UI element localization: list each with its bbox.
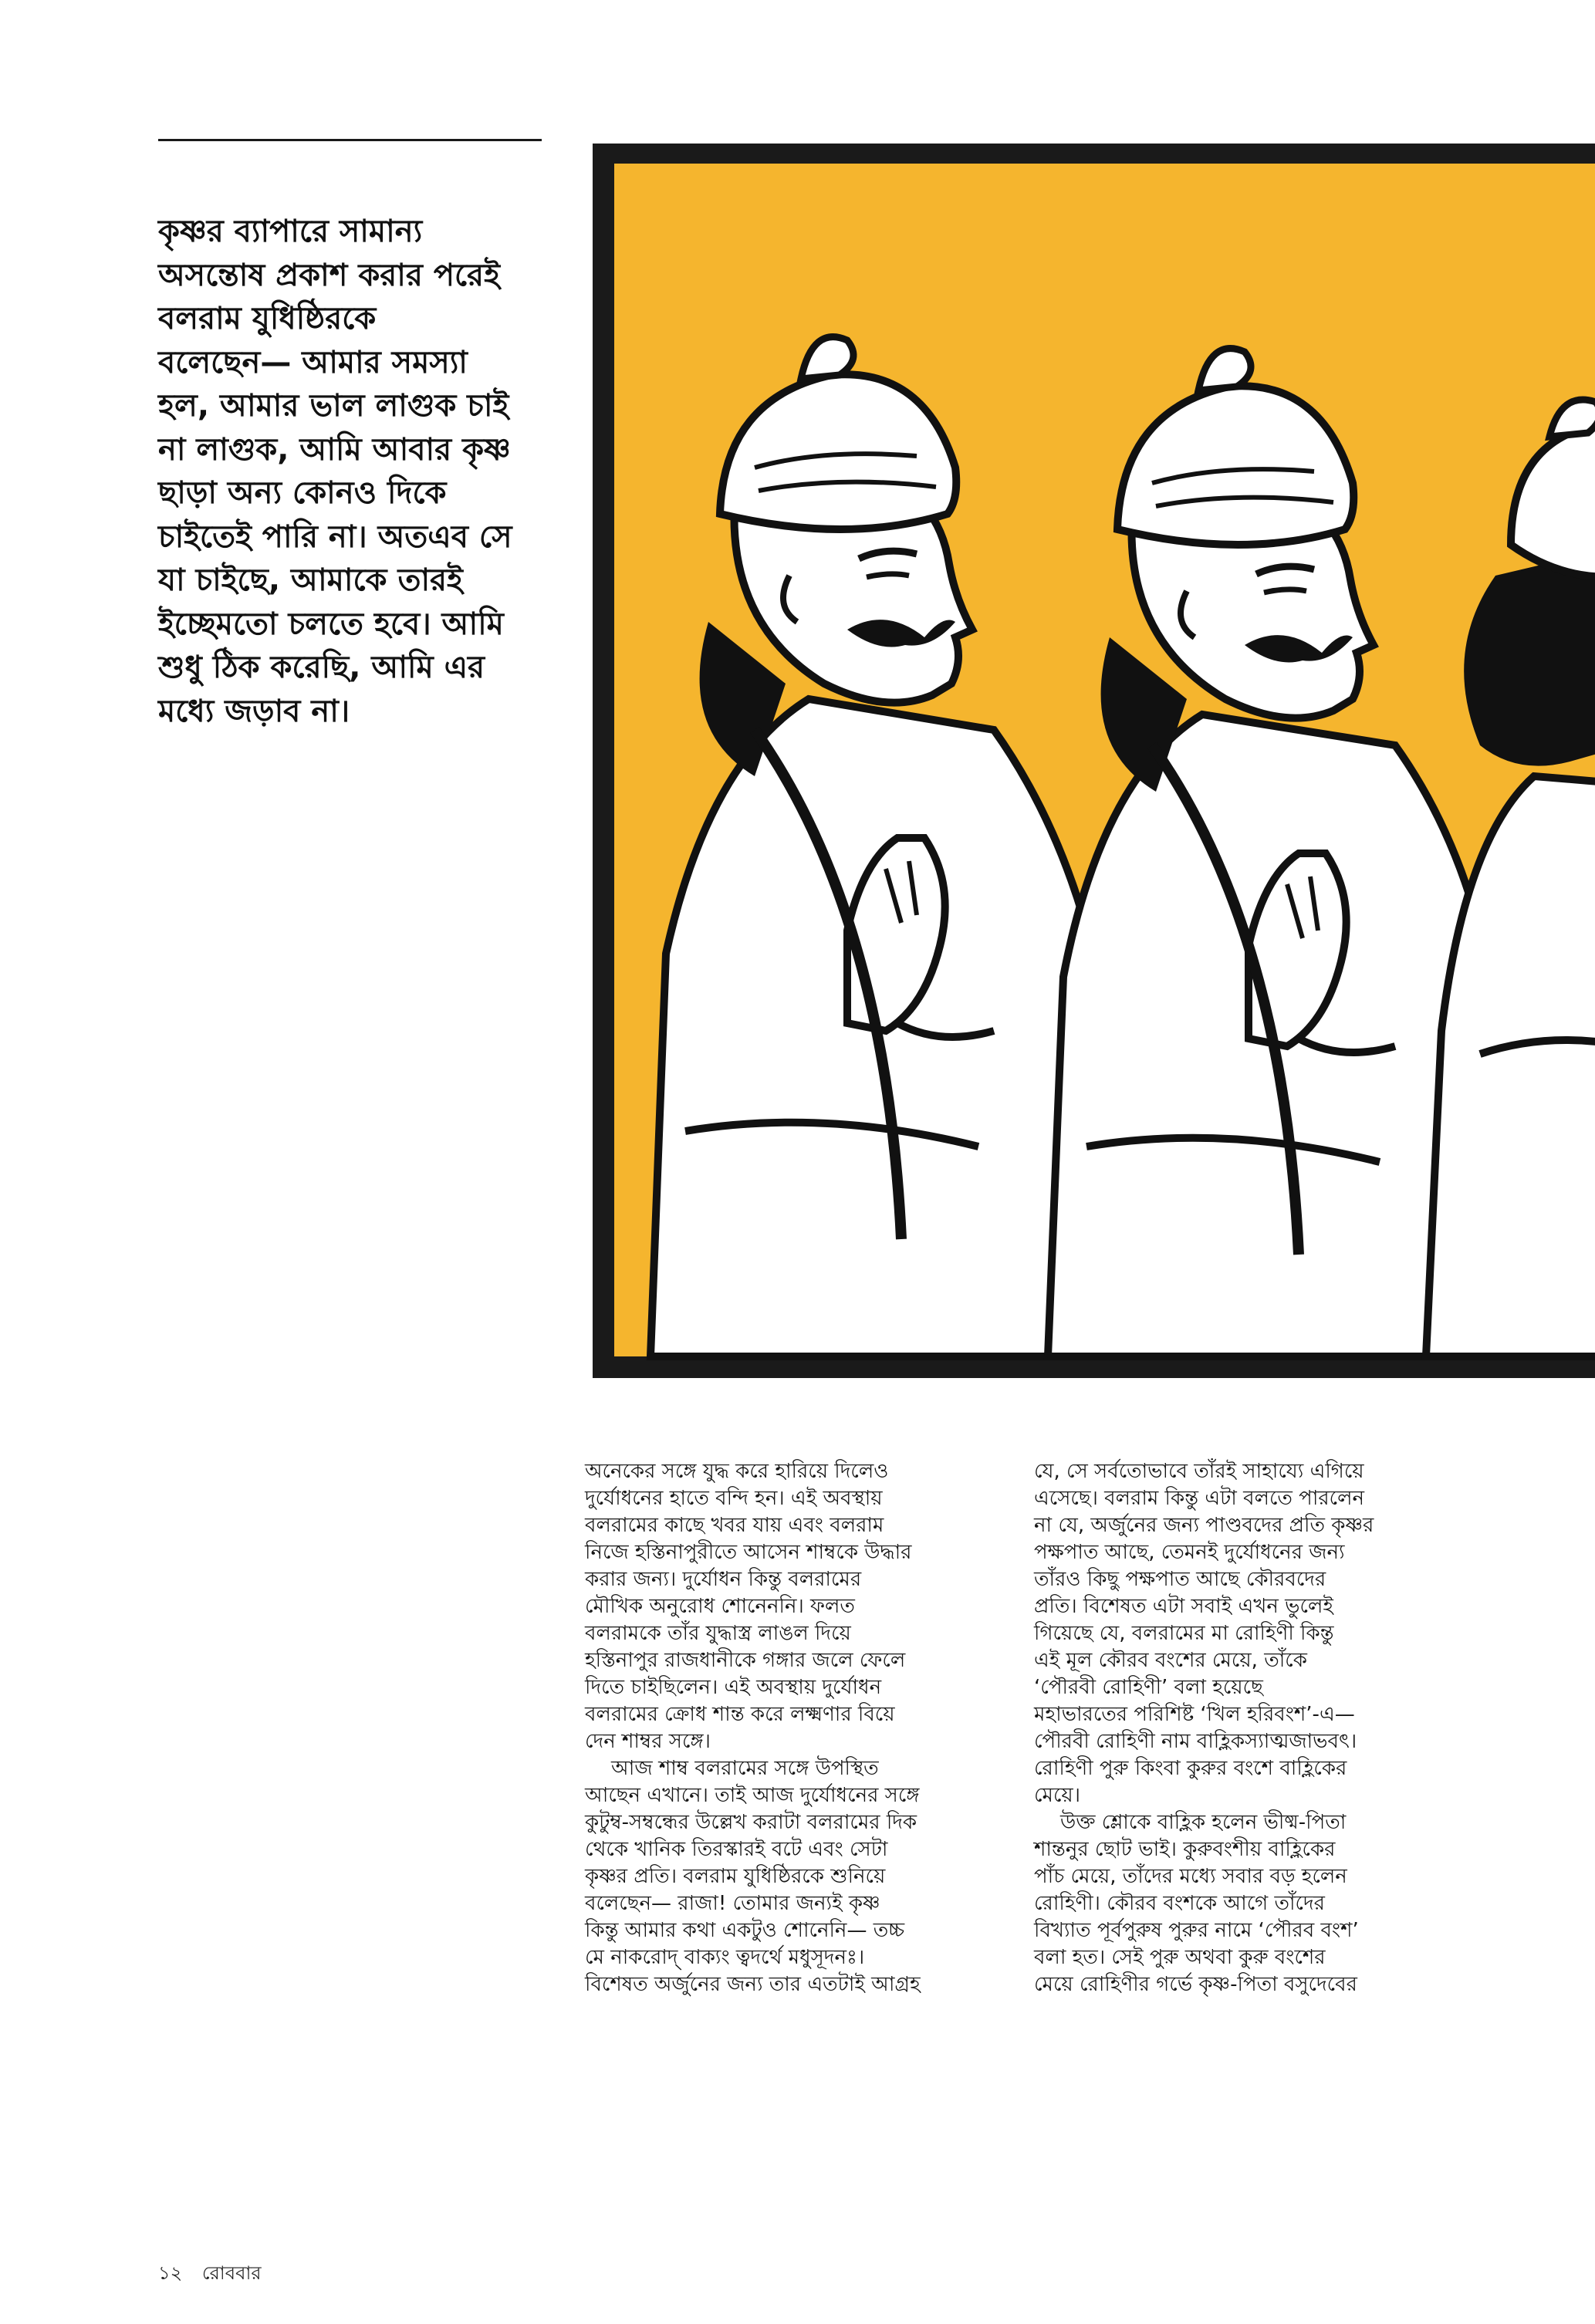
pull-quote-line: শুধু ঠিক করেছি, আমি এর	[158, 650, 485, 685]
body-text-line: বিখ্যাত পূর্বপুরুষ পুরুর নামে ‘পৌরব বংশ’	[1034, 1919, 1359, 1942]
body-text-line: বলা হত। সেই পুরু অথবা কুরু বংশের	[1034, 1946, 1326, 1969]
body-text-line: কুটুম্ব-সম্বন্ধের উল্লেখ করাটা বলরামের দিক	[585, 1811, 917, 1834]
body-text-line: উক্ত শ্লোকে বাহ্লিক হলেন ভীষ্ম-পিতা	[1060, 1811, 1347, 1834]
pull-quote-line: বলেছেন— আমার সমস্যা	[158, 344, 468, 380]
page-footer	[158, 2259, 275, 2290]
body-text-line: নিজে হস্তিনাপুরীতে আসেন শাম্বকে উদ্ধার	[585, 1541, 912, 1564]
body-text-line: আছেন এখানে। তাই আজ দুর্যোধনের সঙ্গে	[585, 1784, 920, 1807]
pull-quote	[158, 210, 559, 733]
illustration	[593, 144, 1595, 1378]
body-column-2	[1034, 1458, 1466, 1998]
body-text-line: মেয়ে রোহিণীর গর্ভে কৃষ্ণ-পিতা বসুদেবের	[1034, 1973, 1357, 1996]
body-text-line: কৃষ্ণর প্রতি। বলরাম যুধিষ্ঠিরকে শুনিয়ে	[585, 1865, 886, 1888]
body-text-line: পাঁচ মেয়ে, তাঁদের মধ্যে সবার বড় হলেন	[1034, 1865, 1347, 1888]
body-text-line: বলরামের কাছে খবর যায় এবং বলরাম	[585, 1514, 884, 1537]
body-text-line: দিতে চাইছিলেন। এই অবস্থায় দুর্যোধন	[585, 1676, 882, 1699]
body-text-line: মেয়ে।	[1034, 1784, 1081, 1807]
body-text-line: থেকে খানিক তিরস্কারই বটে এবং সেটা	[585, 1838, 888, 1861]
pull-quote-line: না লাগুক, আমি আবার কৃষ্ণ	[158, 431, 511, 468]
body-text-line: তাঁরও কিছু পক্ষপাত আছে কৌরবদের	[1034, 1568, 1326, 1591]
pull-quote-line: ছাড়া অন্য কোনও দিকে	[158, 475, 447, 511]
body-text-line: গিয়েছে যে, বলরামের মা রোহিণী কিন্তু	[1034, 1622, 1334, 1645]
body-text-line: বিশেষত অর্জুনের জন্য তার এতটাই আগ্রহ	[585, 1973, 921, 1996]
body-text-line: দুর্যোধনের হাতে বন্দি হন। এই অবস্থায়	[585, 1487, 883, 1510]
body-text-line: এই মূল কৌরব বংশের মেয়ে, তাঁকে	[1034, 1649, 1307, 1672]
body-text-line: এসেছে। বলরাম কিন্তু এটা বলতে পারলেন	[1034, 1487, 1365, 1510]
body-text-line: প্রতি। বিশেষত এটা সবাই এখন ভুলেই	[1034, 1595, 1333, 1618]
pull-quote-line: ইচ্ছেমতো চলতে হবে। আমি	[158, 606, 504, 642]
body-text-line: দেন শাম্বর সঙ্গে।	[585, 1730, 711, 1753]
pull-quote-line: মধ্যে জড়াব না।	[158, 693, 350, 729]
body-text-line: মে নাকরোদ্ বাক্যং ত্বদর্থে মধুসূদনঃ।	[585, 1946, 865, 1969]
pull-quote-line: বলরাম যুধিষ্ঠিরকে	[158, 301, 377, 336]
body-text-line: বলেছেন— রাজা! তোমার জন্যই কৃষ্ণ	[585, 1892, 880, 1915]
magazine-name: রোববার	[201, 2262, 262, 2284]
body-text-line: ‘পৌরবী রোহিণী’ বলা হয়েছে	[1034, 1676, 1263, 1699]
body-text-line: না যে, অর্জুনের জন্য পাণ্ডবদের প্রতি কৃষ্ণর	[1034, 1514, 1374, 1537]
pull-quote-line: চাইতেই পারি না। অতএব সে	[158, 519, 512, 555]
page-number: ১২	[158, 2262, 183, 2284]
body-text-line: হস্তিনাপুর রাজধানীকে গঙ্গার জলে ফেলে	[585, 1649, 906, 1672]
body-text-line: রোহিণী পুরু কিংবা কুরুর বংশে বাহ্লিকের	[1034, 1757, 1347, 1780]
pull-quote-line: যা চাইছে, আমাকে তারই	[158, 562, 463, 598]
body-text-line: করার জন্য। দুর্যোধন কিন্তু বলরামের	[585, 1568, 862, 1591]
pull-quote-line: হল, আমার ভাল লাগুক চাই	[158, 388, 509, 424]
body-text-line: বলরামকে তাঁর যুদ্ধাস্ত্র লাঙল দিয়ে	[585, 1622, 851, 1645]
body-column-1	[585, 1458, 1008, 1998]
body-text-line: রোহিণী। কৌরব বংশকে আগে তাঁদের	[1034, 1892, 1325, 1915]
body-text-line: মহাভারতের পরিশিষ্ট ‘খিল হরিবংশ’-এ—	[1034, 1703, 1355, 1726]
body-text-line: শান্তনুর ছোট ভাই। কুরুবংশীয় বাহ্লিকের	[1034, 1838, 1336, 1861]
top-rule	[158, 139, 542, 141]
body-text-line: মৌখিক অনুরোধ শোনেননি। ফলত	[585, 1595, 855, 1618]
body-text-line: অনেকের সঙ্গে যুদ্ধ করে হারিয়ে দিলেও	[585, 1460, 889, 1483]
pull-quote-line: কৃষ্ণর ব্যাপারে সামান্য	[158, 214, 423, 249]
body-text-line: যে, সে সর্বতোভাবে তাঁরই সাহায্যে এগিয়ে	[1034, 1460, 1364, 1483]
body-text-line: পক্ষপাত আছে, তেমনই দুর্যোধনের জন্য	[1034, 1541, 1345, 1564]
body-text-line: আজ শাম্ব বলরামের সঙ্গে উপস্থিত	[611, 1757, 879, 1780]
pull-quote-line: অসন্তোষ প্রকাশ করার পরেই	[158, 257, 500, 293]
body-text-line: কিন্তু আমার কথা একটুও শোনেনি— তচ্চ	[585, 1919, 905, 1942]
body-text-line: পৌরবী রোহিণী নাম বাহ্লিকস্যাত্মজাভবৎ।	[1034, 1730, 1357, 1753]
body-text-line: বলরামের ক্রোধ শান্ত করে লক্ষ্মণার বিয়ে	[585, 1703, 895, 1726]
